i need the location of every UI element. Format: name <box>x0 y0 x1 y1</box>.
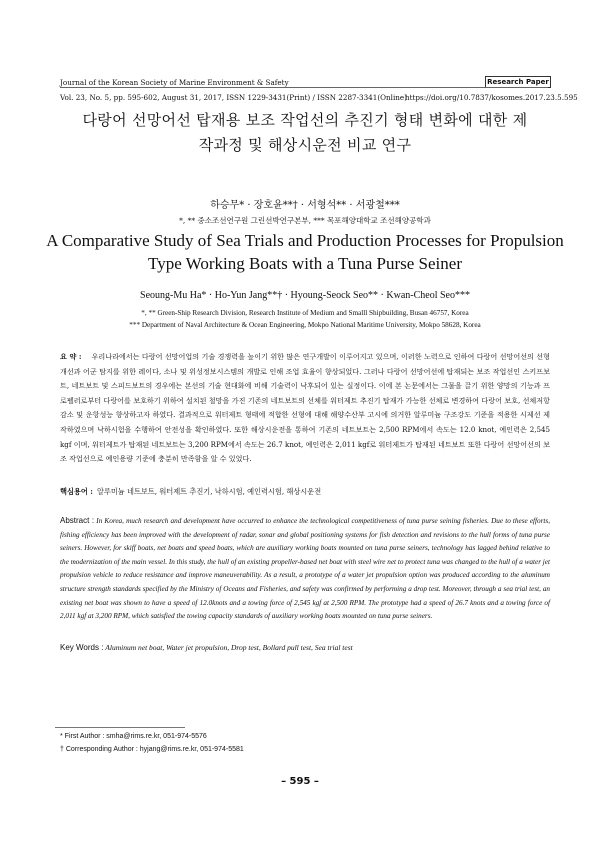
english-title-line1: A Comparative Study of Sea Trials and Production Processes for Propulsion <box>46 231 564 250</box>
korean-title-line1: 다랑어 선망어선 탑재용 보조 작업선의 추진기 형태 변화에 대한 제 <box>82 111 528 129</box>
korean-keywords <box>60 487 550 497</box>
english-affiliation-1: *, ** Green-Ship Research Division, Research Institute of Medium and Smalll Shipbuilding, Busan 46757, Korea <box>141 309 469 317</box>
page-number: – 595 – <box>281 776 319 787</box>
korean-keywords-label: 핵심용어 : <box>60 487 93 496</box>
footnote-corresponding-author: † Corresponding Author : hyjang@rims.re.kr, 051-974-5581 <box>60 746 244 753</box>
english-keywords-text: Aluminum net boat, Water jet propulsion, Drop test, Bollard pull test, Sea trial test <box>105 643 353 652</box>
english-abstract-label: Abstract : <box>60 516 95 525</box>
english-abstract <box>60 514 550 624</box>
korean-authors: 하승무* · 장호윤**† · 서형석** · 서광철*** <box>210 200 400 211</box>
korean-keywords-text: 알루미늄 네트보트, 워터제트 추진기, 낙하시험, 예인력시험, 해상시운전 <box>96 487 322 496</box>
header-divider <box>60 87 548 88</box>
journal-name: Journal of the Korean Society of Marine Environment & Safety <box>60 78 289 87</box>
volume-info: Vol. 23, No. 5, pp. 595-602, August 31, 2017, ISSN 1229-3431(Print) / ISSN 2287-3341(Online) <box>60 93 407 102</box>
english-abstract-text: In Korea, much research and development have occurred to enhance the technological competitiveness of tuna purse seining fisheries. Due to these efforts, fishing efficiency has been improved with the development of radar, sonar and global positioning systems for fish detection and revisions to the hull forms of tuna purse seiners. However, for skiff boats, net boats and speed boats, which are auxiliary working boats mounted on tuna purse seiners, technology has lagged behind relative to the modernization of the main vessel. In this study, the hull of an existing propeller-based net boat with steel wire net to protect tuna was changed to the hull of a water jet propulsion vehicle to reduce resistance and improve maneuverability. As a result, a prototype of a water jet propulsion option was produced according to the aluminum structure strength standards specified by the Ministry of Oceans and Fisheries, and safety was confirmed by performing a drop test. Moreover, through a sea trial test, an existing net boat was shown to have a speed of 12.0knots and a towing force of 2,545 kgf at 2,500 RPM. The prototype had a speed of 26.7 knots and a towing force of 2,011 kgf at 3,200 RPM, which satisfied the towing capacity standards of auxiliary working boats mounted on tuna purse seiners. <box>60 517 551 621</box>
english-title-line2: Type Working Boats with a Tuna Purse Seiner <box>148 254 462 273</box>
footnote-divider <box>55 727 185 728</box>
english-keywords <box>60 643 550 652</box>
korean-abstract-label: 요 약 : <box>60 352 82 361</box>
english-authors: Seoung-Mu Ha* · Ho-Yun Jang**† · Hyoung-Seock Seo** · Kwan-Cheol Seo*** <box>140 290 470 301</box>
korean-title-line2: 작과정 및 해상시운전 비교 연구 <box>198 136 412 154</box>
korean-abstract <box>60 350 550 467</box>
korean-abstract-text: 우리나라에서는 다랑어 선망어업의 기술 경쟁력을 높이기 위한 많은 연구개발이 이루어지고 있으며, 이러한 노력으로 인하여 다랑어 선망어선의 선형개선과 어군 탐지를 위한 레이다, 소나 및 위성정보시스템의 개발로 인해 조업 효율이 향상되었다. 그러나 다랑어 선망어선에 탑재되는 보조 작업선인 스키프보트, 네트보트 및 스피드보트의 경우에는 본선의 기술 현대화에 비해 기술력이 낙후되어 있는 실정이다. 이에 본 논문에서는 그물을 끌기 위한 양망의 기능과 프로펠러로부터 다랑어를 보호하기 위하여 설치된 철망을 가진 기존의 네트보트의 선체를 워터제트 추진기 탑재가 가능한 선체로 변경하여 다랑어 보호, 선체저항 감소 및 운항성능 향상하고자 하였다. 결과적으로 워터제트 형태에 적합한 선형에 대해 해양수산부 고시에 의거한 알루미늄 구조강도 기준을 적용한 시제선 제작하였으며 낙하시험을 수행하여 안전성을 확인하였다. 또한 해상시운전을 통하여 기존의 네트보트는 2,500 RPM에서 속도는 12.0 knot, 예인력은 2,545 kgf 이며, 워터제트가 탑재된 네트보트는 3,200 RPM에서 속도는 26.7 knot, 예인력은 2,011 kgf로 워터제트가 탑재된 네트보트 또한 다랑어 선망어선의 보조 작업선으로 예인용량 기준에 충분히 만족함을 알 수 있었다. <box>60 352 550 464</box>
english-keywords-label: Key Words : <box>60 643 104 652</box>
research-paper-badge: Research Paper <box>485 76 551 88</box>
english-affiliation-2: *** Department of Naval Architecture & Ocean Engineering, Mokpo National Maritime University, Mokpo 58628, Korea <box>129 321 481 329</box>
doi-link[interactable]: https://doi.org/10.7837/kosomes.2017.23.5.595 <box>405 93 578 102</box>
footnote-first-author: * First Author : smha@rims.re.kr, 051-974-5576 <box>60 733 207 740</box>
korean-affiliation: *, ** 중소조선연구원 그린선박연구본부, *** 목포해양대학교 조선해양공학과 <box>179 216 431 225</box>
